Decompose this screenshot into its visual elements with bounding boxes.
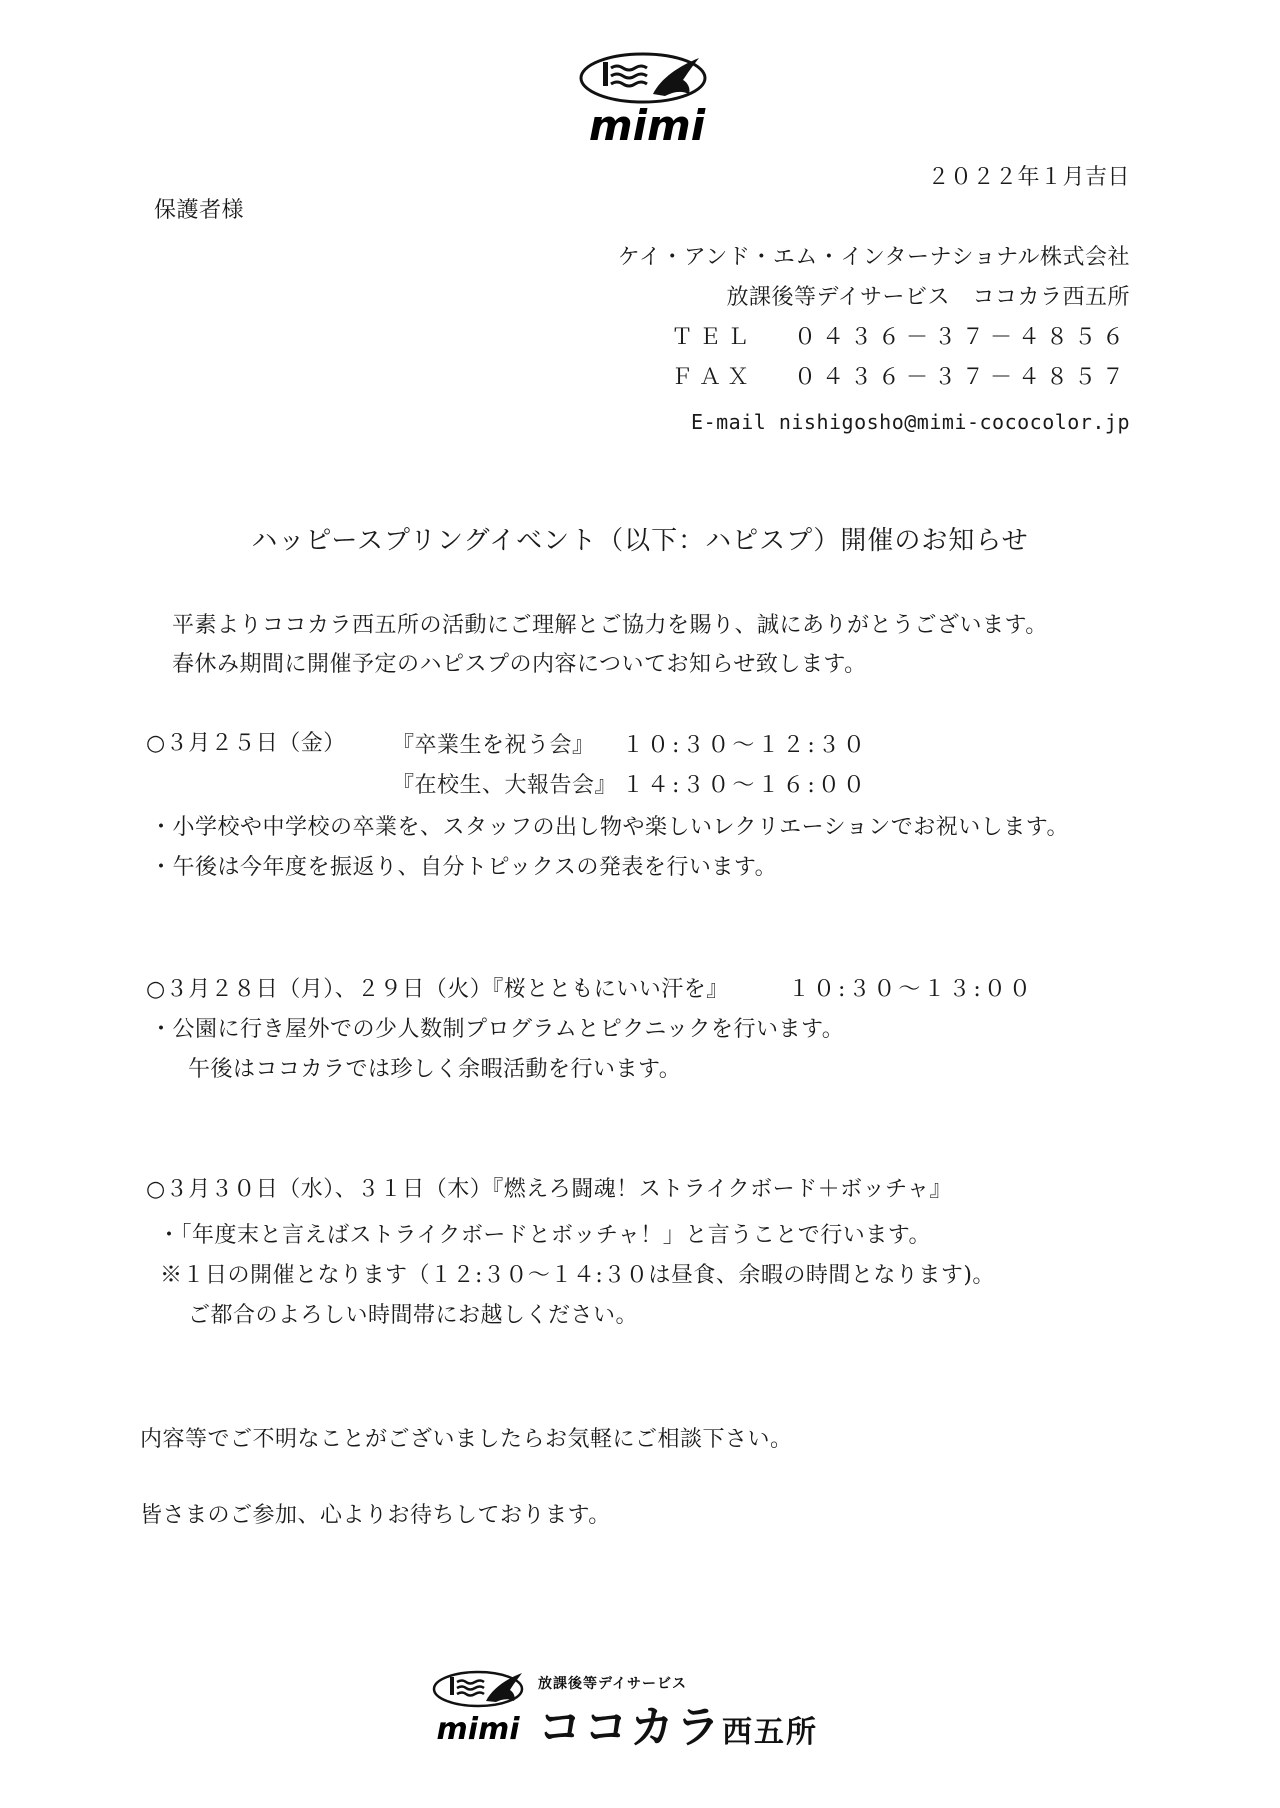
page-title: ハッピースプリングイベント（以下：ハピスプ）開催のお知らせ (251, 526, 1029, 556)
recipient: 保護者様 (154, 198, 245, 223)
event-2-date: ○３月２８日（月）、２９日（火）『桜とともにいい汗を』 (146, 977, 729, 1002)
mimi-logo (575, 48, 715, 148)
event-3-date: ○３月３０日（水）、３１日（木）『燃えろ闘魂！ストライクボード＋ボッチャ』 (146, 1177, 952, 1202)
event-2-time: １０:３０～１３:００ (788, 977, 1034, 1002)
fax-row (671, 364, 1130, 392)
mimi-wordmark: mimi (588, 101, 706, 148)
footer-mimi-wordmark: mimi (436, 1712, 520, 1747)
tel-row (671, 324, 1130, 352)
service-name: 放課後等デイサービス ココカラ西五所 (726, 285, 1130, 310)
event-3-note-3: ご都合のよろしい時間帯にお越しください。 (188, 1303, 639, 1328)
event-1-note-1: ・小学校や中学校の卒業を、スタッフの出し物や楽しいレクリエーションでお祝いします。 (150, 815, 1069, 840)
event-3-note-2: ※１日の開催となります（１２:３０～１４:３０は昼食、余暇の時間となります)。 (160, 1263, 995, 1288)
event-1-session-1-time: １０:３０～１２:３０ (622, 733, 868, 758)
event-3-note-1: ・「年度末と言えばストライクボードとボッチャ！」と言うことで行います。 (158, 1223, 931, 1248)
email-label: E-mail (691, 410, 767, 434)
tel-number: ０４３６－３７－４８５６ (793, 325, 1130, 350)
closing-line-2: 皆さまのご参加、心よりお待ちしております。 (140, 1503, 611, 1528)
closing-line-1: 内容等でご不明なことがございましたらお気軽にご相談下さい。 (140, 1427, 793, 1452)
dolphin-wave-icon (575, 48, 715, 148)
event-1-session-2-name: 『在校生、大報告会』 (392, 773, 618, 798)
email-row (691, 408, 1130, 436)
event-2-note-1: ・公園に行き屋外での少人数制プログラムとピクニックを行います。 (150, 1017, 845, 1042)
dolphin-wave-icon (428, 1665, 538, 1750)
company-name: ケイ・アンド・エム・インターナショナル株式会社 (617, 245, 1130, 270)
event-1-session-2-time: １４:３０～１６:００ (622, 773, 868, 798)
footer-name-place: 西五所 (722, 1715, 818, 1750)
intro-line-2: 春休み期間に開催予定のハピスプの内容についてお知らせ致します。 (172, 652, 867, 677)
event-2-note-2: 午後はココカラでは珍しく余暇活動を行います。 (188, 1057, 682, 1082)
tel-label: ＴＥＬ (670, 325, 755, 350)
footer-name-main: ココカラ (538, 1702, 722, 1753)
footer-facility-name (538, 1691, 818, 1755)
fax-number: ０４３６－３７－４８５７ (793, 365, 1130, 390)
event-1-note-2: ・午後は今年度を振返り、自分トピックスの発表を行います。 (150, 855, 778, 880)
event-1-session-1-name: 『卒業生を祝う会』 (392, 733, 595, 758)
footer-subtitle: 放課後等デイサービス (538, 1676, 688, 1692)
event-1-date: ○３月２５日（金） (146, 731, 346, 756)
footer-logo (428, 1665, 848, 1753)
email-address: nishigosho@mimi-cococolor.jp (778, 410, 1130, 434)
intro-line-1: 平素よりココカラ西五所の活動にご理解とご協力を賜り、誠にありがとうございます。 (172, 613, 1048, 638)
document-date: ２０２２年１月吉日 (927, 165, 1130, 190)
fax-label: ＦＡＸ (670, 365, 755, 390)
